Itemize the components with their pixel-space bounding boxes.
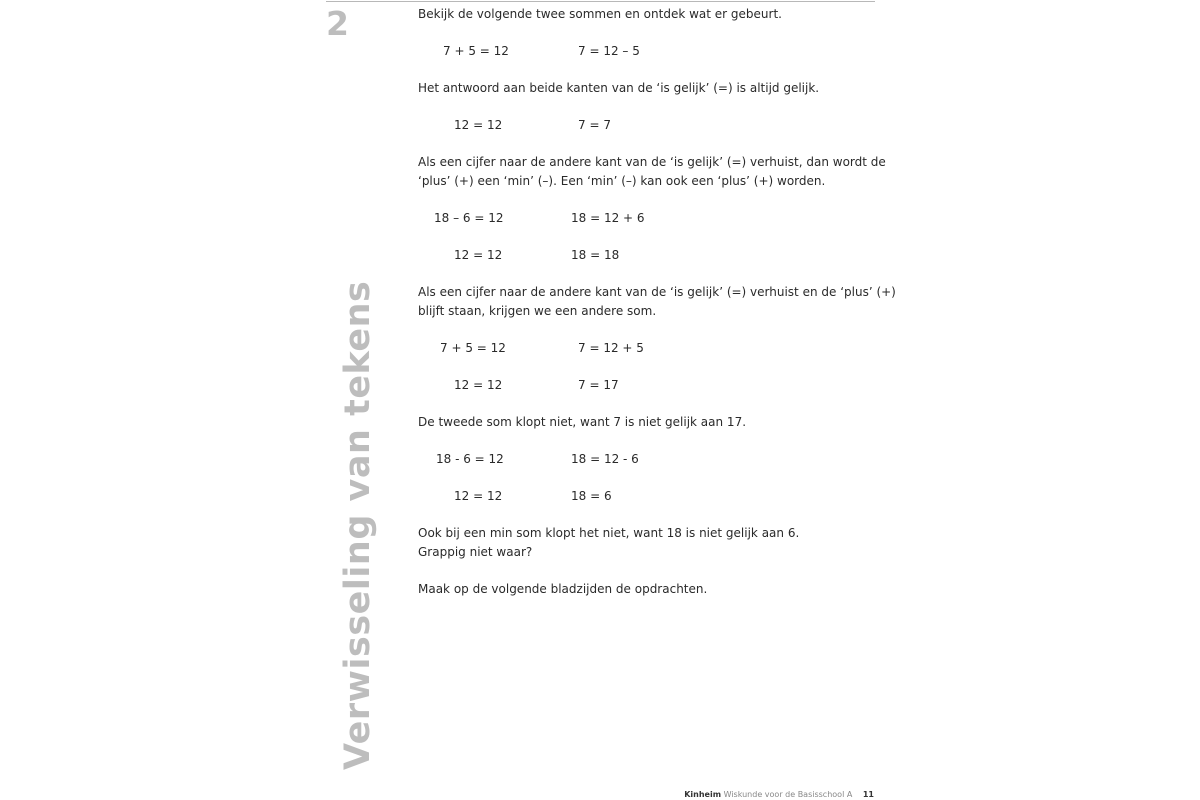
footer-series: Wiskunde voor de Basisschool A [723, 790, 853, 799]
footer-brand: Kinheim [684, 790, 722, 799]
equation-r4-right: 18 = 18 [571, 248, 620, 262]
rule-paragraph-line-1: Als een cijfer naar de andere kant van de ‘is gelijk’ (=) verhuist, dan wordt de [418, 155, 886, 169]
conclusion-paragraph: De tweede som klopt niet, want 7 is niet gelijk aan 17. [418, 415, 747, 429]
equation-r8-right: 18 = 6 [571, 489, 612, 503]
intro-paragraph: Bekijk de volgende twee sommen en ontdek wat er gebeurt. [418, 7, 782, 21]
equation-r3-right: 18 = 12 + 6 [571, 211, 645, 225]
chapter-number: 2 [326, 4, 349, 43]
equation-r6-right: 7 = 17 [578, 378, 619, 392]
equation-r5-left: 7 + 5 = 12 [440, 341, 506, 355]
wrong-rule-paragraph-line-2: blijft staan, krijgen we een andere som. [418, 304, 657, 318]
equation-r8-left: 12 = 12 [454, 489, 503, 503]
content-column [418, 0, 896, 800]
wrong-rule-paragraph-line-1: Als een cijfer naar de andere kant van de ‘is gelijk’ (=) verhuist en de ‘plus’ (+) [418, 285, 896, 299]
equation-r1-left: 7 + 5 = 12 [443, 44, 509, 58]
equation-r2-right: 7 = 7 [578, 118, 611, 132]
minus-paragraph-line-1: Ook bij een min som klopt het niet, want 18 is niet gelijk aan 6. [418, 526, 800, 540]
equation-r6-left: 12 = 12 [454, 378, 503, 392]
page-footer [684, 790, 874, 800]
equation-r7-right: 18 = 12 - 6 [571, 452, 639, 466]
rule-paragraph-line-2: ‘plus’ (+) een ‘min’ (–). Een ‘min’ (–) kan ook een ‘plus’ (+) worden. [418, 174, 826, 188]
explanation-paragraph: Het antwoord aan beide kanten van de ‘is gelijk’ (=) is altijd gelijk. [418, 81, 820, 95]
equation-r1-right: 7 = 12 – 5 [578, 44, 640, 58]
equation-r5-right: 7 = 12 + 5 [578, 341, 644, 355]
equation-r2-left: 12 = 12 [454, 118, 503, 132]
instruction-paragraph: Maak op de volgende bladzijden de opdrachten. [418, 582, 708, 596]
minus-paragraph-line-2: Grappig niet waar? [418, 545, 533, 559]
equation-r3-left: 18 – 6 = 12 [434, 211, 504, 225]
chapter-title: Verwisseling van tekens [338, 280, 378, 770]
equation-r7-left: 18 - 6 = 12 [436, 452, 504, 466]
equation-r4-left: 12 = 12 [454, 248, 503, 262]
page-number: 11 [862, 790, 874, 799]
